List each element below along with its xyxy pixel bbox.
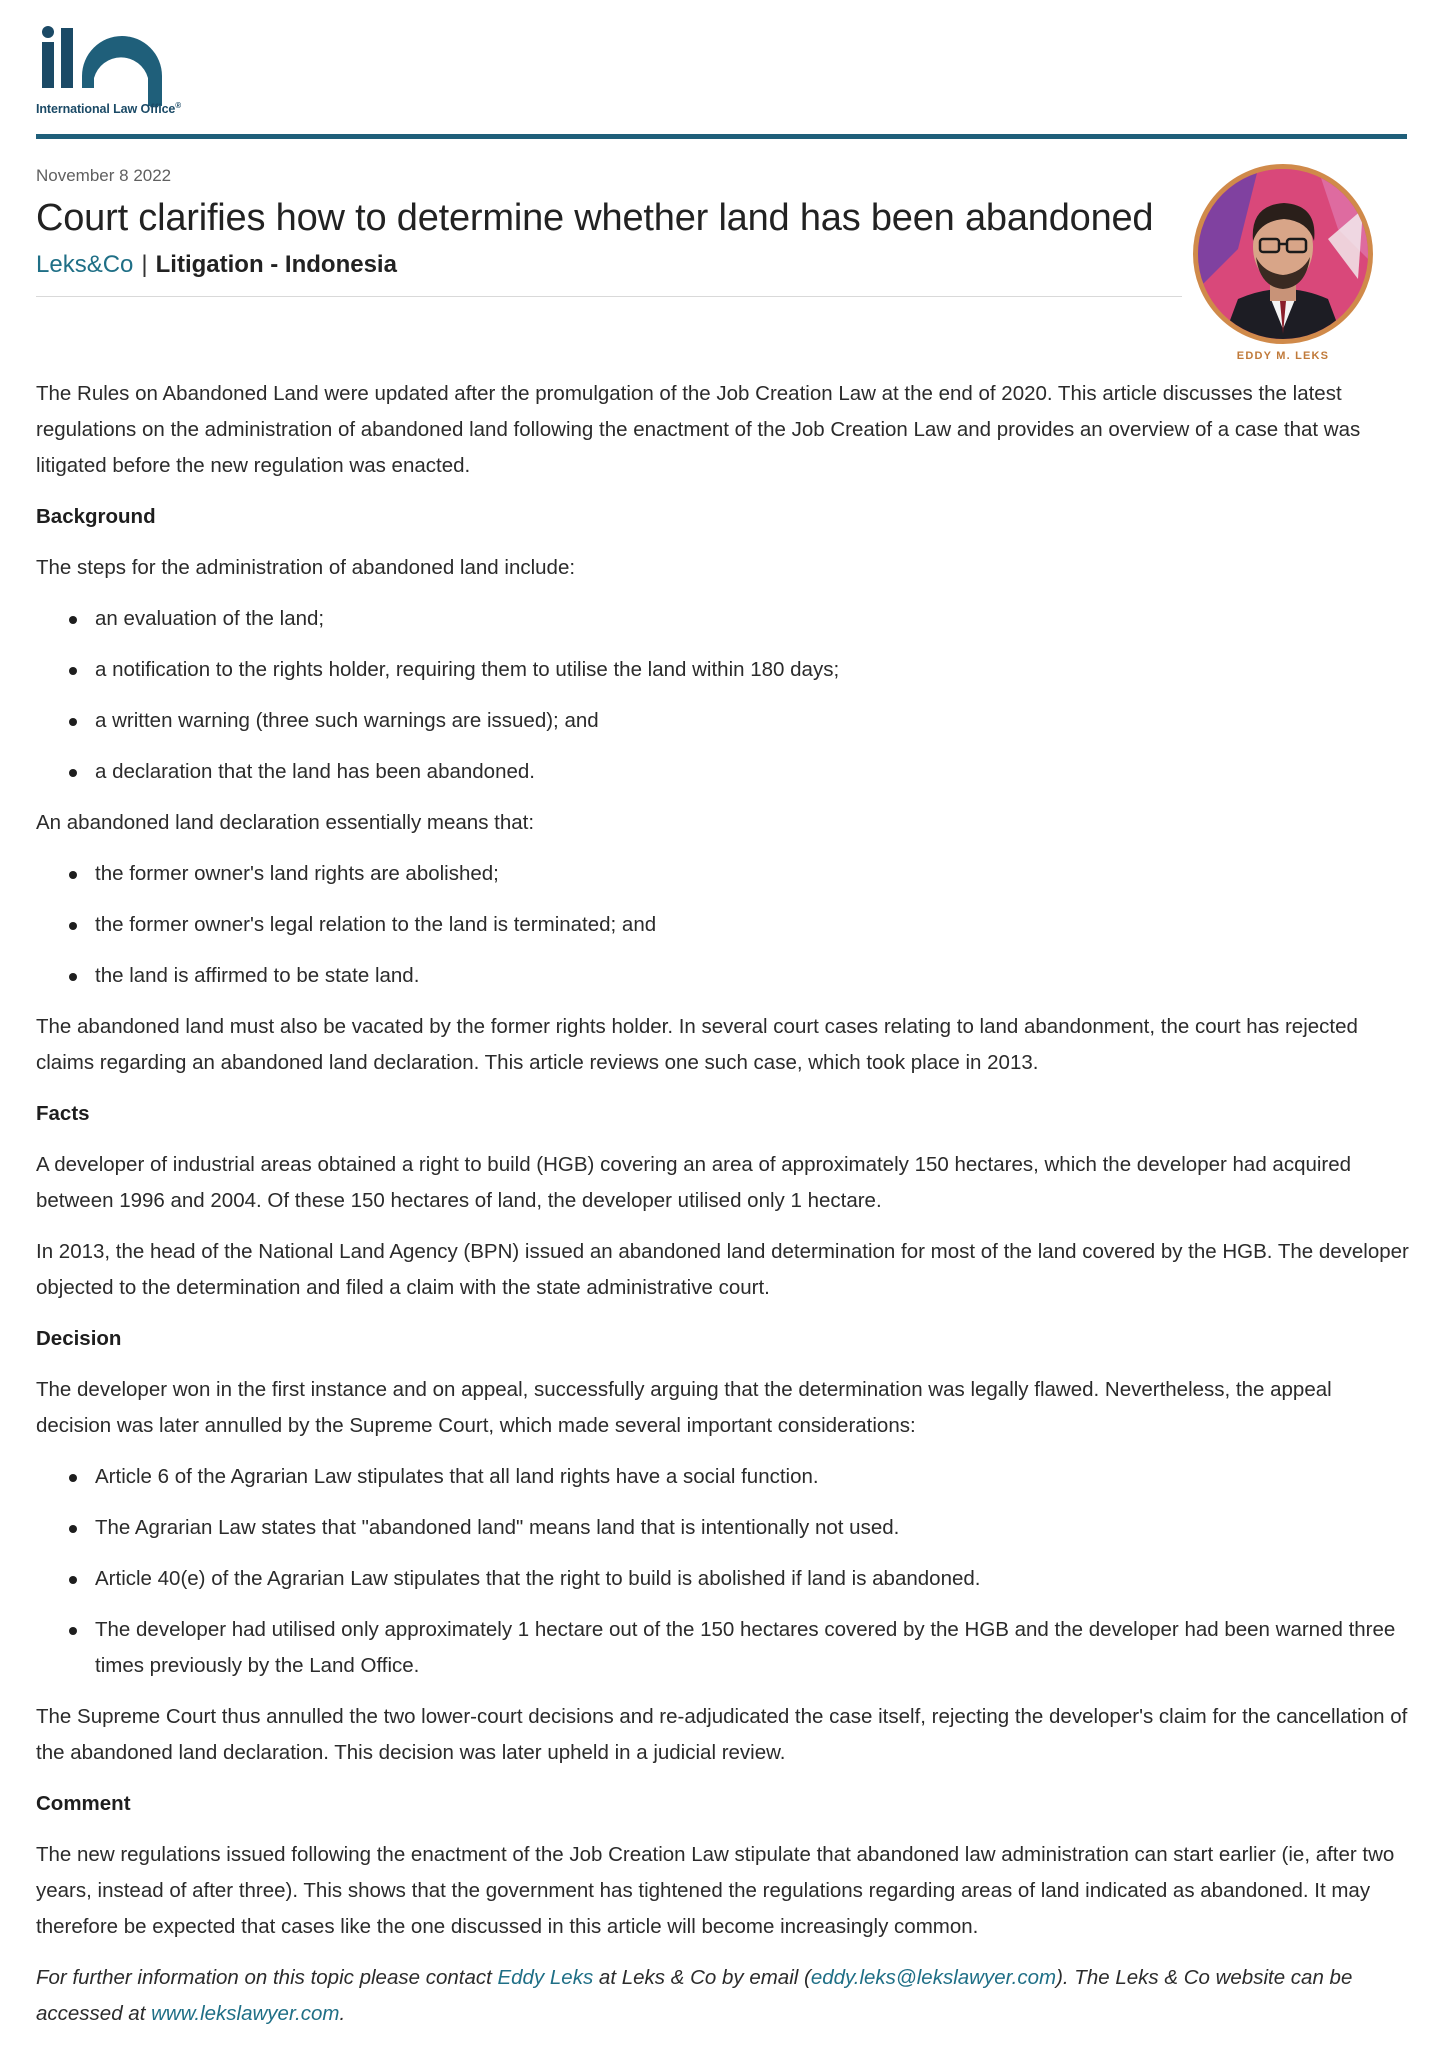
list-item: a written warning (three such warnings are issued); and: [36, 703, 1411, 739]
bullet-icon: [69, 1525, 77, 1533]
header-rule: [36, 134, 1407, 139]
list-item: The Agrarian Law states that "abandoned land" means land that is intentionally not used.: [36, 1510, 1411, 1546]
facts-paragraph-2: In 2013, the head of the National Land Agency (BPN) issued an abandoned land determination for most of the land covered by the HGB. The developer objected to the determination and filed a claim with the state administrative court.: [36, 1240, 1409, 1299]
list-item: the former owner's legal relation to the land is terminated; and: [36, 907, 1411, 943]
title-divider: [36, 296, 1182, 297]
article-date: November 8 2022: [36, 166, 172, 185]
ilo-logo[interactable]: [36, 26, 226, 130]
list-item: the former owner's land rights are abolished;: [36, 856, 1411, 892]
list-item: a declaration that the land has been abandoned.: [36, 754, 1411, 790]
bullet-icon: [69, 616, 77, 624]
article-byline: [36, 251, 397, 279]
supreme-court-paragraph: The Supreme Court thus annulled the two lower-court decisions and re-adjudicated the case itself, rejecting the developer's claim for the cancellation of the abandoned land declaration. This decision was later upheld in a judicial review.: [36, 1705, 1408, 1764]
list-item: the land is affirmed to be state land.: [36, 958, 1411, 994]
steps-intro: The steps for the administration of abandoned land include:: [36, 556, 576, 579]
declaration-intro: An abandoned land declaration essentially means that:: [36, 811, 535, 834]
contact-paragraph: For further information on this topic please contact Eddy Leks at Leks & Co by email (eddy.leks@lekslawyer.com). The Leks & Co website can be accessed at www.lekslawyer.com.: [36, 1966, 1353, 2025]
bullet-icon: [69, 922, 77, 930]
logo-text: International Law Office®: [36, 101, 182, 117]
list-item: an evaluation of the land;: [36, 601, 1411, 637]
category-label: Litigation - Indonesia: [155, 251, 397, 278]
decision-heading: Decision: [36, 1327, 122, 1350]
bullet-icon: [69, 871, 77, 879]
decision-paragraph: The developer won in the first instance and on appeal, successfully arguing that the determination was legally flawed. Nevertheless, the appeal decision was later annulled by the Supreme Court, which made several important considerations:: [36, 1378, 1332, 1437]
vacate-paragraph: The abandoned land must also be vacated by the former rights holder. In several court cases relating to land abandonment, the court has rejected claims regarding an abandoned land declaration. This article reviews one such case, which took place in 2013.: [36, 1015, 1358, 1074]
background-heading: Background: [36, 505, 156, 528]
author-avatar[interactable]: [1193, 164, 1373, 344]
list-item: Article 40(e) of the Agrarian Law stipulates that the right to build is abolished if land is abandoned.: [36, 1561, 1411, 1597]
email-link[interactable]: eddy.leks@lekslawyer.com: [810, 1966, 1057, 1989]
bullet-icon: [69, 973, 77, 981]
bullet-icon: [69, 667, 77, 675]
byline-separator: |: [141, 251, 148, 278]
bullet-icon: [69, 769, 77, 777]
bullet-icon: [69, 718, 77, 726]
considerations-list: [36, 1459, 1411, 1684]
facts-paragraph-1: A developer of industrial areas obtained a right to build (HGB) covering an area of approximately 150 hectares, which the developer had acquired between 1996 and 2004. Of these 150 hectares of land, the developer utilised only 1 hectare.: [36, 1153, 1352, 1212]
author-contact-link[interactable]: Eddy Leks: [497, 1966, 594, 1989]
website-link[interactable]: www.lekslawyer.com: [151, 2002, 340, 2025]
intro-paragraph: The Rules on Abandoned Land were updated after the promulgation of the Job Creation Law at the end of 2020. This article discusses the latest regulations on the administration of abandoned land following the enactment of the Job Creation Law and provides an overview of a case that was litigated before the new regulation was enacted.: [36, 382, 1361, 477]
author-name: EDDY M. LEKS: [1236, 350, 1330, 362]
firm-link[interactable]: Leks&Co: [36, 251, 134, 278]
article-title: Court clarifies how to determine whether land has been abandoned: [36, 197, 1154, 239]
bullet-icon: [69, 1576, 77, 1584]
article-body: [36, 376, 1411, 2047]
facts-heading: Facts: [36, 1102, 90, 1125]
steps-list: [36, 601, 1411, 790]
bullet-icon: [69, 1627, 77, 1635]
comment-heading: Comment: [36, 1792, 131, 1815]
author-portrait-icon: [1198, 169, 1368, 339]
bullet-icon: [69, 1474, 77, 1482]
declaration-list: [36, 856, 1411, 994]
list-item: The developer had utilised only approximately 1 hectare out of the 150 hectares covered by the HGB and the developer had been warned three times previously by the Land Office.: [36, 1612, 1411, 1684]
list-item: a notification to the rights holder, requiring them to utilise the land within 180 days;: [36, 652, 1411, 688]
comment-paragraph: The new regulations issued following the enactment of the Job Creation Law stipulate that abandoned law administration can start earlier (ie, after two years, instead of after three). This shows that the government has tightened the regulations regarding areas of land indicated as abandoned. It may therefore be expected that cases like the one discussed in this article will become increasingly common.: [36, 1843, 1395, 1938]
list-item: Article 6 of the Agrarian Law stipulates that all land rights have a social function.: [36, 1459, 1411, 1495]
ilo-logo-mark: [36, 26, 226, 106]
